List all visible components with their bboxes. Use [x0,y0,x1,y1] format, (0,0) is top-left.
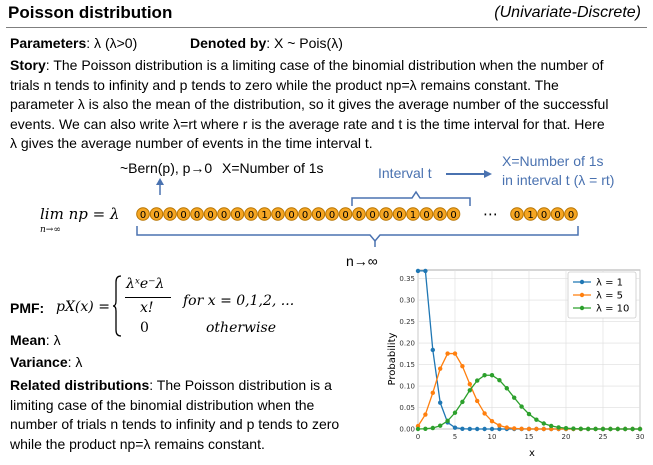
pmf-label: PMF: [10,300,45,316]
bit-label: 0 [369,210,376,221]
related-line: number of trials n tends to infinity and p tends to zero [10,416,340,433]
parameters-value: : λ (λ>0) [86,35,138,51]
data-point [431,348,435,352]
y-tick-label: 0.25 [399,318,415,327]
data-point [623,427,627,431]
story-line: events. We can also write λ=rt where r is the average rate and t is the time interval for that. Here [10,115,605,132]
data-point [542,427,546,431]
data-point [534,417,538,421]
data-point [542,421,546,425]
interval-brace [352,192,470,206]
related-line: while the product np=λ remains constant. [10,435,265,452]
legend-marker [580,280,584,284]
data-point [475,378,479,382]
data-point [512,426,516,430]
related-line: : The Poisson distribution is a [149,377,332,393]
bit-label: 0 [139,210,147,221]
bit-label: 0 [166,210,174,221]
data-point [482,427,486,431]
bit-label: 1 [527,210,534,221]
denoted-value: : X ~ Pois(λ) [266,35,343,51]
bit-label: 0 [207,210,214,221]
data-point [601,427,605,431]
limit-expression: lim np = λ [40,205,120,223]
parameters-line [10,34,137,54]
pmf-numerator: λˣe⁻λ [126,276,165,292]
mean-label: Mean [10,332,46,348]
data-point [527,427,531,431]
bit-label: 0 [355,210,363,221]
story-paragraph [10,56,645,154]
bit-label: 0 [220,210,228,221]
legend-label: λ = 1 [596,277,624,289]
data-point [468,427,472,431]
data-point [616,427,620,431]
story-line: λ gives the average number of events in the time interval t. [10,135,373,152]
data-point [438,400,442,404]
data-point [423,427,427,431]
data-point [497,423,501,427]
pmf-case2: otherwise [206,320,276,336]
data-point [416,427,420,431]
y-tick-label: 0.20 [399,339,415,348]
data-point [423,412,427,416]
x-count-label: X=Number of 1s [222,160,324,176]
data-point [453,411,457,415]
poisson-pmf-chart [382,262,650,462]
related-paragraph [10,376,382,454]
data-point [490,419,494,423]
bit-label: 0 [193,210,201,221]
x-tick-label: 20 [561,433,571,441]
data-point [608,427,612,431]
story-line: trials n tends to infinity and p tends to zero while the product np=λ remains constant. The [10,76,559,93]
data-point [431,426,435,430]
data-point [519,427,523,431]
page-title: Poisson distribution [8,3,173,22]
data-point [468,382,472,386]
pmf-case1: for x = 0,1,2, ... [183,293,295,309]
data-point [638,427,642,431]
x-tick-label: 30 [635,433,645,441]
y-tick-label: 0.15 [399,361,415,370]
legend-label: λ = 5 [596,290,624,302]
data-point [416,269,420,273]
data-point [571,426,575,430]
sequence-brace [137,226,578,241]
data-point [482,411,486,415]
header-divider [6,27,647,28]
pmf-lhs: pX(x) = [56,299,110,315]
mean-value: : λ [45,332,61,348]
chart-legend [568,272,636,318]
story-line: parameter λ is also the mean of the distribution, so it gives the average number of the successful [10,96,609,113]
data-point [460,427,464,431]
bit-label: 1 [261,210,268,221]
y-tick-label: 0.35 [399,275,415,284]
data-point [445,419,449,423]
bit-label: 0 [328,210,336,221]
binomial-sequence-diagram [0,150,653,270]
bit-label: 1 [409,210,417,221]
x-tick-label: 0 [415,433,421,441]
bit-label: 0 [247,210,255,221]
y-tick-label: 0.10 [399,382,415,391]
bit-label: 0 [288,210,295,221]
bit-label: 0 [567,210,575,221]
y-tick-label: 0.00 [399,425,415,434]
n-infinity-label: n→∞ [346,253,378,269]
mean-line [10,331,61,351]
category-tag: (Univariate-Discrete) [494,4,641,21]
related-label: Related distributions [10,377,150,393]
bit-label: 0 [342,210,349,221]
data-point [453,351,457,355]
xnum-line1: X=Number of 1s [502,153,604,169]
data-point [497,378,501,382]
bit-label: 0 [554,210,561,221]
data-point [423,269,427,273]
x-tick-label: 10 [487,433,497,441]
x-tick-label: 15 [524,433,534,441]
data-point [505,386,509,390]
pmf-denominator: x! [140,300,154,316]
data-point [490,373,494,377]
data-point [549,424,553,428]
bern-label: ~Bern(p), p→0 [120,160,213,176]
data-point [512,395,516,399]
bit-label: 0 [436,210,444,221]
pmf-brace [112,274,122,338]
data-point [445,351,449,355]
data-point [438,366,442,370]
bit-label: 0 [274,210,282,221]
interval-label: Interval t [378,165,432,181]
data-point [460,400,464,404]
bit-label: 0 [513,210,521,221]
variance-value: : λ [67,354,83,370]
pmf-zero: 0 [140,320,149,336]
data-point [579,427,583,431]
data-point [593,427,597,431]
legend-label: λ = 10 [596,303,630,315]
bit-label: 0 [540,210,548,221]
data-point [534,427,538,431]
bit-label: 0 [382,210,390,221]
data-point [586,427,590,431]
bit-label: 0 [301,210,309,221]
variance-label: Variance [10,354,68,370]
xnum-line2: in interval t (λ = rt) [502,172,615,188]
y-tick-label: 0.05 [399,404,415,413]
legend-marker [580,306,584,310]
data-point [490,427,494,431]
denoted-line [190,34,343,54]
interval-arrowhead [484,170,492,178]
data-point [460,364,464,368]
bit-sequence-tail [511,208,578,221]
data-point [630,427,634,431]
bit-label: 0 [153,210,160,221]
data-point [453,425,457,429]
denoted-label: Denoted by [190,35,267,51]
story-line: : The Poisson distribution is a limiting case of the binomial distribution when the number of [45,57,604,73]
bit-label: 0 [180,210,187,221]
chart-y-label: Probability [387,332,398,386]
bit-label: 0 [423,210,430,221]
pmf-fraction-bar [125,297,171,298]
bit-label: 0 [396,210,403,221]
parameters-label: Parameters [10,35,87,51]
related-line: limiting case of the binomial distribution when the [10,396,315,413]
limit-subscript: n→∞ [40,225,61,235]
data-point [556,425,560,429]
data-point [482,373,486,377]
data-point [431,391,435,395]
bit-sequence [137,208,460,221]
sequence-ellipsis: ⋯ [483,205,498,223]
data-point [505,425,509,429]
data-point [519,404,523,408]
x-tick-label: 5 [452,433,458,441]
bit-label: 0 [234,210,241,221]
data-point [438,424,442,428]
x-tick-label: 25 [598,433,608,441]
bit-label: 0 [450,210,457,221]
variance-line [10,353,82,373]
data-point [564,426,568,430]
data-point [527,412,531,416]
bit-label: 0 [315,210,322,221]
story-label: Story [10,57,46,73]
y-tick-label: 0.30 [399,296,415,305]
data-point [468,388,472,392]
data-point [475,427,479,431]
legend-marker [580,293,584,297]
chart-x-label: x [529,448,535,459]
bern-arrowhead [156,178,164,185]
data-point [475,399,479,403]
